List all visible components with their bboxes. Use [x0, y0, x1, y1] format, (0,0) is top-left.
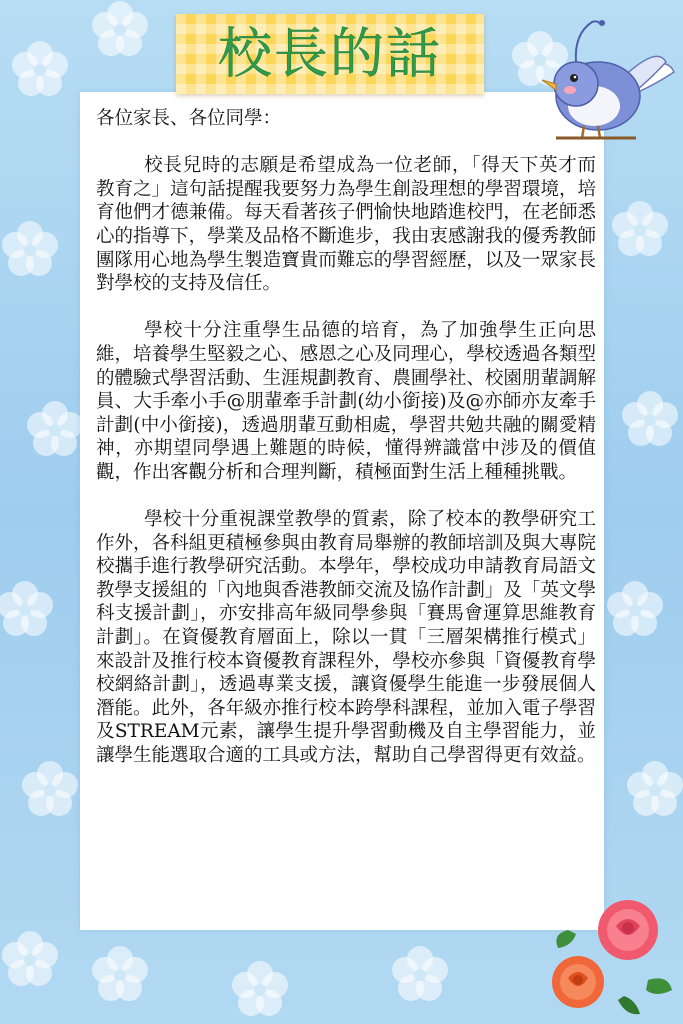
- letter-paragraph-2: 學校十分注重學生品德的培育，為了加強學生正向思維，培養學生堅毅之心、感恩之心及同理心，學校透過各類型的體驗式學習活動、生涯規劃教育、農圃學社、校園朋輩調解員、大手牽小手@朋輩牽手計劃(幼小銜接)及@亦師亦友牽手計劃(中小銜接)，透過朋輩互動相處，學習共勉共融的關愛精神，亦期望同學遇上難題的時候，懂得辨識當中涉及的價值觀，作出客觀分析和合理判斷，積極面對生活上種種挑戰。: [96, 320, 596, 483]
- letter-body: [96, 107, 596, 791]
- page-title: 校長的話: [218, 22, 442, 85]
- letter-paragraph-1: 校長兒時的志願是希望成為一位老師，「得天下英才而教育之」這句話提醒我要努力為學生創設理想的學習環境，培育他們才德兼備。每天看著孩子們愉快地踏進校門，在老師悉心的指導下，學業及品格不斷進步，我由衷感謝我的優秀教師團隊用心地為學生製造寶貴而難忘的學習經歷，以及一眾家長對學校的支持及信任。: [96, 155, 596, 295]
- letter-greeting: 各位家長、各位同學：: [96, 108, 282, 129]
- rose-illustration: [548, 890, 678, 1020]
- letter-paragraph-3: 學校十分重視課堂教學的質素，除了校本的教學研究工作外，各科組更積極參與由教育局舉辦的教師培訓及與大專院校攜手進行教學研究活動。本學年，學校成功申請教育局語文教學支援組的「內地與香港教師交流及協作計劃」及「英文學科支援計劃」，亦安排高年級同學參與「賽馬會運算思維教育計劃」。在資優教育層面上，除以一貫「三層架構推行模式」來設計及推行校本資優教育課程外，學校亦參與「資優教育學校網絡計劃」，透過專業支援，讓資優學生能進一步發展個人潛能。此外，各年級亦推行校本跨學科課程，並加入電子學習及STREAM元素，讓學生提升學習動機及自主學習能力，並讓學生能選取合適的工具或方法，幫助自己學習得更有效益。: [96, 509, 596, 767]
